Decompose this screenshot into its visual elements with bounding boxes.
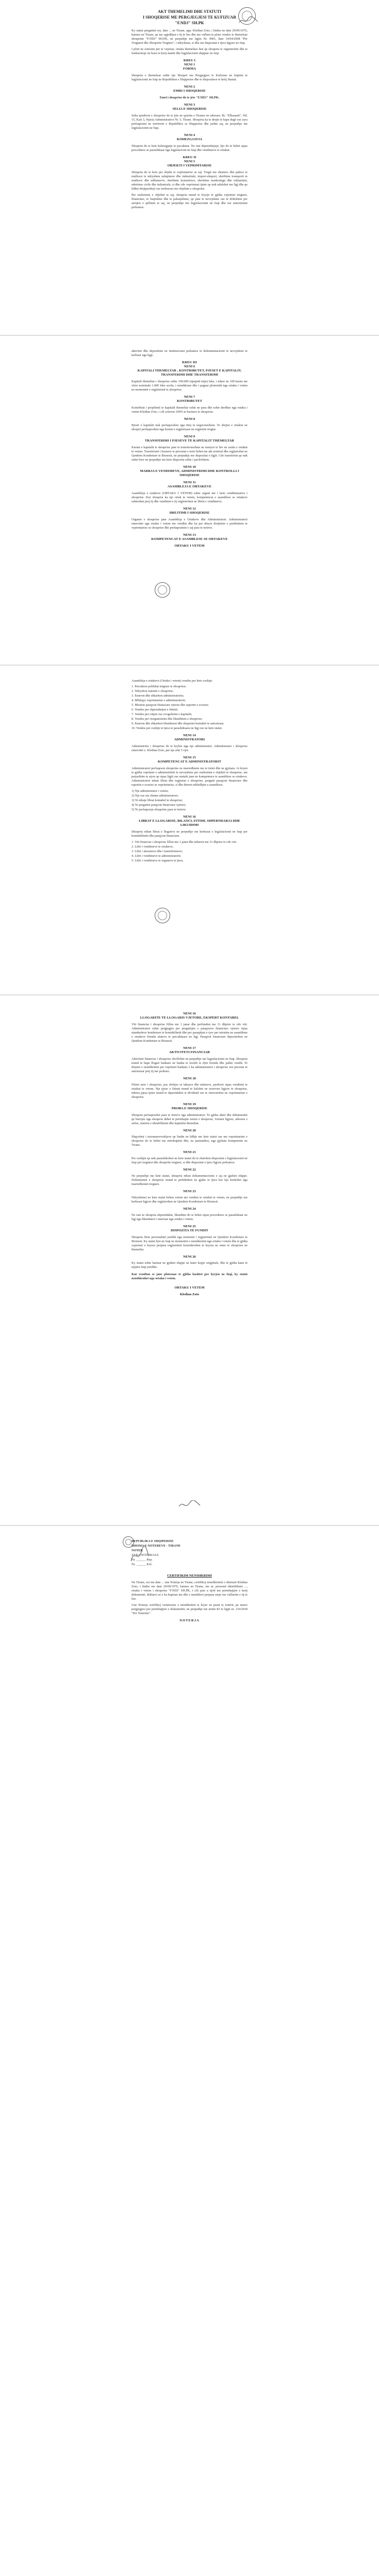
article-heading: KONTRIBUTET [176, 399, 203, 403]
chapter-heading: KREU III [182, 361, 197, 364]
chapter-heading: KREU II [183, 156, 196, 159]
notary-header-line: Nr. ______ Kol. [131, 1563, 153, 1566]
article-number: NENI 26 [183, 1255, 196, 1259]
list-item: 2. Libri i vendimeve te ortakeve; [131, 845, 174, 849]
article-text: Pjeset e kapitalit nuk perfaqesohen nga tituj te negociueshem. Te drejtat e ortakut ne shoqeri perfaqesohen nga kuotat e regjistruara ne regjistrin tregtar. [131, 423, 248, 431]
article-number: NENI 9 [184, 435, 195, 438]
article-number: NENI 16 [183, 1012, 196, 1015]
article-heading: OBJEKTI I VEPRIMTARISE [167, 164, 212, 167]
article-text: Asambleja e ortakeve (ORTAKU I VETEM) eshte organi me i larte vendimmarres i shoqerise. Kur shoqeria ka nje ortak te vetem, kompetencat e asamblese se ortakeve ushtrohen prej tij dhe vendimet e tij regjistrohen ne librin e vendimeve. [131, 492, 248, 503]
notary-header-line: NOTER [131, 1549, 143, 1552]
article-number: NENI 4 [184, 133, 195, 137]
page-divider [0, 335, 379, 336]
certification-title: CERTIFIKIM NENSHKRIMI [167, 1574, 212, 1578]
article-heading: LLOGARITE TE LLOGARIS VJETORE, EKSPERT KONTABEL [140, 1016, 239, 1020]
list-item: 2) Nje ose me shume administratore; [131, 794, 179, 798]
article-number: NENI 10 [183, 465, 196, 469]
article-heading: KOMPETENCAT E ADMINISTRATORIT [158, 760, 221, 764]
list-item: 3) Te mbaje librat kontabel te shoqerise; [131, 799, 183, 802]
notary-header-line: Nr. ______ Rep. [131, 1558, 153, 1562]
article-heading: KAPITALI THEMELTAR , KONTRIBUTET, PJESET E KAPITALIT, TRANSFERIMI DHE TRANSFERIMI [137, 369, 242, 377]
article-text: Ne perputhje me kete statut, shoqeria mban dokumentacionin e saj ne gjuhen shqipe. Dokumentet e shoqerise mund te perkthehen ne gjuhe te tjera kur kjo kerkohet nga marredheniet tregtare. [131, 1174, 248, 1186]
article-number: NENI 12 [183, 507, 196, 511]
list-item: 1) Nje administrator i vetem; [131, 789, 169, 793]
carryover-text: aktivitet dhe depozitimi ne institucionet perkatese te dokumentacionit te nevojshem te kerkuar nga ligji. [131, 349, 248, 357]
intro-paragraph: Ky statut pergatitet sot, date ... ne Tirane, nga: Kledian Zoto, i lindur ne date 29/09/1976, banues ne Tirane, qe me zgjedhjen e tij te lire dhe me vullnet te plote vendos te themeloje shoqerine "F.NDJ" SH.PK, ne perputhje me ligjin Nr. 9901, date 14/04/2008 "Per Tregtaret dhe Shoqerite Tregtare", i ndryshuar, si dhe me dispozitat e tjera ligjore ne fuqi. [131, 29, 248, 45]
article-number: NENI 6 [184, 365, 195, 368]
page-divider [0, 1525, 379, 1526]
document-page-5 [0, 1532, 379, 2576]
owner-label: ORTAKU I VETEM [174, 1286, 205, 1290]
document-page-2 [0, 342, 379, 600]
article-number: NENI 8 [184, 417, 195, 421]
notary-header-line: DHOMA E NOTEREVE - TIRANE [131, 1544, 181, 1548]
article-text: Shoqeria do te kete kohezgjatje te pacaktuar. Ne rast shperndarjeje, kjo do te behet sipas procedures se parashikuar nga legjislacioni ne fuqi dhe vendimeve te ortakut. [131, 144, 248, 152]
intro-paragraph-2: I ploti ne zotesine per te vepruar, ortaku themelues ben qe shoqeria te organizohet dhe te funksionoje ne baze te ketij statuti dhe legjislacionit shqiptar ne fuqi. [131, 47, 248, 55]
article-text: Ne rast se shoqeria shperndahet, likuidimi do te behet sipas procedures se parashikuar ne ligj nga likuidatori i emeruar nga ortaku i vetem. [131, 1213, 248, 1221]
article-number: NENI 15 [183, 756, 196, 759]
article-heading: ORTAKU I VETEM [174, 544, 205, 548]
document-page-3 [0, 672, 379, 960]
article-number: NENI 22 [183, 1168, 196, 1172]
list-item: 5. Libri i vendimeve te organeve te tjera. [131, 859, 184, 862]
list-item: 1. Percakton politikat tregtare te shoqerise; [131, 685, 187, 688]
article-text: Shoqeria do te kete per objekt te veprimtarise se saj: Tregti me shumice dhe pakice te mallrave te ndryshme ushqimore dhe industriale, import-eksport, sherbime transporti te mallrave dhe udhetareve, sherbime konsulence, sherbime marketingu dhe reklamimi, ndertime civile dhe industriale, si dhe cdo veprimtari tjeter qe nuk ndalohet me ligj dhe qe lidhet drejtperdrejt ose terthorazi me objektin e shoqerise. [131, 171, 248, 191]
article-heading: EMRI I SHOQERISE [173, 89, 206, 93]
article-text: Administratori perfaqeson shoqerine ne marredhenie me te tretet dhe ne gjykata. Ai kryen te gjitha veprimet e administrimit te nevojshme per realizimin e objektit te shoqerise, me perjashtim te atyre qe sipas ligjit ose statutit jane ne kompetence te asamblese se ortakeve. Administratori mban librat dhe regjistrat e shoqerise, pergatit pasqyrat financiare dhe raportin e ecurise se veprimtarise, si dhe therret mbledhjen e asamblese. [131, 767, 248, 787]
article-number: NENI 3 [184, 103, 195, 107]
signature-icon [178, 1500, 201, 1510]
article-number: NENI 21 [183, 1150, 196, 1154]
list-item: 2. Ndryshon statutin e shoqerise; [131, 689, 174, 693]
article-heading: ADMINISTRATORI [174, 738, 205, 741]
article-number: NENI 1 [184, 63, 195, 66]
article-heading: AKTIVITETI FINANCIAR [169, 1050, 210, 1054]
article-text: Administrimi i shoqerise do te kryhet nga nje administrator. Administrator i shoqerise emerohet z. Kledian Zoto, per nje afat 5 vjet. [131, 744, 248, 752]
article-text: Shoqeria mban librat e llogarive ne perputhje me kerkesat e legjislacionit ne fuqi per kontabilitetin dhe pasqyrat financiare. [131, 830, 248, 838]
article-number: NENI 17 [183, 1046, 196, 1050]
list-item: 3. Emeron dhe shkarkon administratorin; [131, 694, 184, 698]
article-text: Organet e shoqerise jane Asambleja e Ortakeve dhe Administratori. Administratori emerohet nga ortaku i vetem me vendim dhe ka per detyre drejtimin e perditshem te veprimtarise se shoqerise dhe perfaqesimin e saj para te treteve. [131, 518, 248, 530]
notary-label: NOTERJA [179, 1619, 200, 1622]
owner-name: Kledian Zoto [179, 1293, 200, 1296]
article-heading: TRANSFERIMI I PJESEVE TE KAPITALIT THEMELTAR [144, 439, 235, 443]
list-item: 6. Vendos per shperndarjen e fitimit; [131, 708, 178, 711]
article-number: NENI 5 [184, 160, 195, 163]
article-heading: PROBA E SHOQERISE [171, 1107, 208, 1110]
notary-header-line: REPUBLIKA E SHQIPERISE [131, 1539, 174, 1543]
article-text: Aktiviteti financiar i shoqerise zhvillohet ne perputhje me legjislacionin ne fuqi. Shoqeria mund te hape llogari bankare ne banka te nivelit te dyte brenda dhe jashte vendit. Te drejten e nenshkrimit per veprimet bankare e ka administratori i shoqerise ose persona te autorizuar prej tij me prokure. [131, 1057, 248, 1073]
article-text: Kontributi i perpilimit te kapitalit themeltar eshte ne para dhe eshte derdhur nga ortaku i vetem Kledian Zoto, i cili zoteron 100% te kuotave te shoqerise. [131, 406, 248, 414]
article-heading: DISPOZITA TE FUNDIT [171, 1229, 208, 1232]
article-number: NENI 7 [184, 395, 195, 399]
chapter-heading: KREU I [183, 59, 196, 62]
list-item: 4) Te pergatise pasqyrat financiare vjetore; [131, 803, 186, 807]
notary-header-line: ZYRA NOTERIALE [131, 1553, 159, 1557]
certification-text: Ne Tirane, sot me date ... une Noterja ne Tirane, certifikoj nenshkrimin e shtetasit Kledian Zoto, i lindur me date 29/09/1976, banues ne Tirane, me nr. personal identifikimi ..., ortaku i vetem i shoqerise "F.NDJ" SH.PK, i cili pasi u njoh me permbajtjen e ketij dokumenti, deklaroi se e ka kuptuar ate dhe e nenshkroi perpara meje me vullnetin e tij te lire. [131, 1581, 248, 1601]
article-heading: FORMA [183, 67, 196, 71]
article-number: NENI 25 [183, 1225, 196, 1228]
article-number: NENI 16 [183, 815, 196, 819]
article-number: NENI 13 [183, 533, 196, 537]
article-heading: DREJTIMI I SHOQERISE [169, 511, 210, 515]
list-item: 5) Te perfaqesoje shoqerine para te treteve. [131, 808, 187, 811]
list-item: 7. Vendos per rritjen ose zvogelimin e kapitalit; [131, 713, 192, 716]
article-text: Kuotat e kapitalit te shoqerise jane te transferueshme ne menyre te lire ne rastin e ortakut te vetem. Transferimi i kuotave te personat e trete behet me akt noterial dhe regjistrohet ne Qendren Kombetare te Biznesit, ne perputhje me dispozitat e ligjit. Cdo transferim qe nuk eshte bere ne perputhje me keto dispozita eshte i pavlefshem. [131, 446, 248, 462]
closing-statement: Kur rezulton se jane plotesuar te gjitha kushtet per hyrjen ne fuqi, ky statut nenshkruhet nga ortaku i vetem. [131, 1273, 248, 1280]
article-number: NENI 11 [183, 481, 196, 484]
document-page-1 [0, 0, 379, 268]
article-text: Shoqeria perfaqesohet para te treteve nga administratori. Te gjitha aktet dhe dokumentet qe burojne nga shoqeria duhet te permbajne emrin e shoqerise, formen ligjore, adresen e selise, numrin e identifikimit dhe kapitalin themeltar. [131, 1113, 248, 1125]
statute-title-line2: I SHOQERISE ME PERGJEGJESI TE KUFIZUAR [142, 15, 236, 20]
article-text: Fitimi neto i shoqerise, pas zbritjes se taksave dhe tatimeve, perdoret sipas vendimit te ortakut te vetem. Nje pjese e fitimit mund te kalohet ne rezerven ligjore te shoqerise, ndersa pjesa tjeter mund te shperndahet si dividend ose te riinvestohet ne veprimtarine e shoqerise. [131, 1083, 248, 1099]
article-text: Emri i shoqerise do te jete "F.NDJ" SH.PK. [159, 96, 220, 99]
article-heading: MARRJA E VENDIMEVE, ADMINISTRIMI DHE KONTROLLI I SHOQERISE [140, 469, 239, 477]
page-divider [0, 994, 379, 995]
list-item: 4. Libri i vendimeve te administratorit; [131, 854, 182, 858]
article-text: Viti financiar i shoqerise fillon me 1 janar dhe perfundon me 31 dhjetor te cdo viti. Administratori eshte pergjegjes per pergatitjen e pasqyrave financiare vjetore sipas standardeve kombetare te kontabilitetit dhe per paraqitjen e tyre per miratim ne asamblene e ortakeve brenda afateve te percaktuara ne ligj. Pasqyrat financiare depozitohen ne Qendren Kombetare te Biznesit. [131, 1023, 248, 1043]
article-text: Ky statut eshte hartuar ne gjuhen shqipe ne kater kopje origjinale, dhe te gjitha kane te njejten fuqi juridike. [131, 1261, 248, 1269]
list-item: 10. Vendos per ceshtje te tjera te parashikuara ne ligj ose ne kete statut. [131, 726, 222, 730]
article-heading: KOMPETENCAT E ASAMBLESE SE ORTAKEVE [151, 537, 228, 541]
article-text: Kapitali themeltar i shoqerise eshte 100.000 (njeqind mije) leke, i ndare ne 100 kuota me vlere nominale 1.000 leke secila, i nenshkruar dhe i paguar plotesisht nga ortaku i vetem ne momentin e regjistrimit te shoqerise. [131, 380, 248, 392]
article-text: Per ceshtjet qe nuk parashikohen ne kete statut do te zbatohen dispozitat e legjislacionit ne fuqi per tregtaret dhe shoqerite tregtare, si dhe dispozitat e tjera ligjore perkatese. [131, 1157, 248, 1164]
stamp-seal-icon [155, 582, 170, 598]
article-number: NENI 14 [183, 734, 196, 737]
list-item: Asambleja e ortakeve (Ortaku i vetem) vendos per keto ceshtje: [131, 679, 213, 683]
company-name: "F.NDJ" SH.PK [175, 21, 204, 25]
article-number: NENI 24 [183, 1207, 196, 1211]
statute-title: AKT THEMELIMI DHE STATUTI [157, 9, 222, 14]
article-number: NENI 23 [183, 1190, 196, 1193]
article-heading: SELIA E SHOQERISE [172, 107, 207, 111]
certification-text-2: Une Noterja certifikoj vertetesine e nenshkrimit te kryer ne prani te noterit, pa marre pergjegjesi per permbajtjen e dokumentit, ne perputhje me nenin 83 te ligjit nr. 110/2018 "Per Noterine". [131, 1603, 248, 1615]
article-text: Per realizimin e objektit te saj, shoqeria mund te kryeje te gjitha veprimet tregtare, financiare, te luajtshme dhe te paluajtshme, qe jane te nevojshme ose te dobishme per arritjen e qellimit te saj, ne perputhje me legjislacionin ne fuqi dhe me autorizimet perkatese. [131, 193, 248, 209]
article-text: Shqyrtimi i mosmarreveshjeve qe lindin ne lidhje me kete statut ose me veprimtarine e shoqerise do te behet me mirekuptim dhe, ne pamundesi, nga gjykata kompetente ne Tirane. [131, 1135, 248, 1147]
list-item: 8. Vendos per riorganizimin dhe likuidimin e shoqerise; [131, 717, 203, 721]
article-heading: KOHEZGJATJA [176, 138, 203, 141]
article-number: NENI 19 [183, 1103, 196, 1106]
stamp-seal-icon [155, 908, 170, 923]
article-text: Selia qendrore e shoqerise do te jete ne qytetin e Tiranes ne adresen: Rr. "Elbasanit", Nd. 15, Kati 3, Njesia Administrative Nr. 5, Tirane. Shoqeria ka te drejte te hape degë ose zyra perfaqesimi ne territorin e Republikes se Shqiperise dhe jashte saj, ne perputhje me legjislacionin ne fuqi. [131, 114, 248, 130]
signature-icon [238, 15, 259, 26]
article-number: NENI 20 [183, 1129, 196, 1132]
article-text: Shoqeria e themeluar eshte nje Shoqeri me Pergjegjesi te Kufizuar ne kuptim te legjislacionit ne fuqi ne Republiken e Shqiperise dhe te dispozitave te ketij Statuti. [131, 74, 248, 81]
article-text: Ndryshimet ne kete statut behen vetem me vendim te ortakut te vetem, ne perputhje me kerkesat ligjore dhe regjistrohen ne Qendren Kombetare te Biznesit. [131, 1196, 248, 1204]
list-item: 9. Emeron dhe shkarkon likuiduesit dhe ekspertet kontabel te autorizuar; [131, 722, 224, 725]
article-text: Shoqeria fiton personalitet juridik nga momenti i regjistrimit ne Qendren Kombetare te Biznesit. Ky statut hyn ne fuqi ne momentin e nenshkrimit nga ortaku i vetem dhe te gjitha veprimet e kryera perpara regjistrimit konsiderohen te kryera ne emer te shoqerise ne themelim. [131, 1235, 248, 1251]
list-item: 3. Libri i aksioneve dhe i transferimeve; [131, 850, 183, 853]
article-number: NENI 18 [183, 1077, 196, 1080]
article-heading: LIBRAT E LLOGARISE, BILANCI, FITIMI, SHPERNDARJA DHE LIKUIDIMI [139, 819, 240, 827]
article-heading: ASAMBLEJA E ORTAKEVE [167, 485, 211, 488]
notary-signature-icon [129, 1546, 150, 1564]
page-divider [0, 665, 379, 666]
list-item: 4. Mbikqyr veprimtarine e administratorit; [131, 699, 186, 702]
list-item: 5. Miraton pasqyrat financiare vjetore dhe raportet e ecurise; [131, 703, 209, 707]
list-item: 1. Viti financiar i shoqerise fillon me 1 janar dhe mbaron me 31 dhjetor te cdo viti. [131, 840, 237, 844]
article-number: NENI 2 [184, 85, 195, 89]
